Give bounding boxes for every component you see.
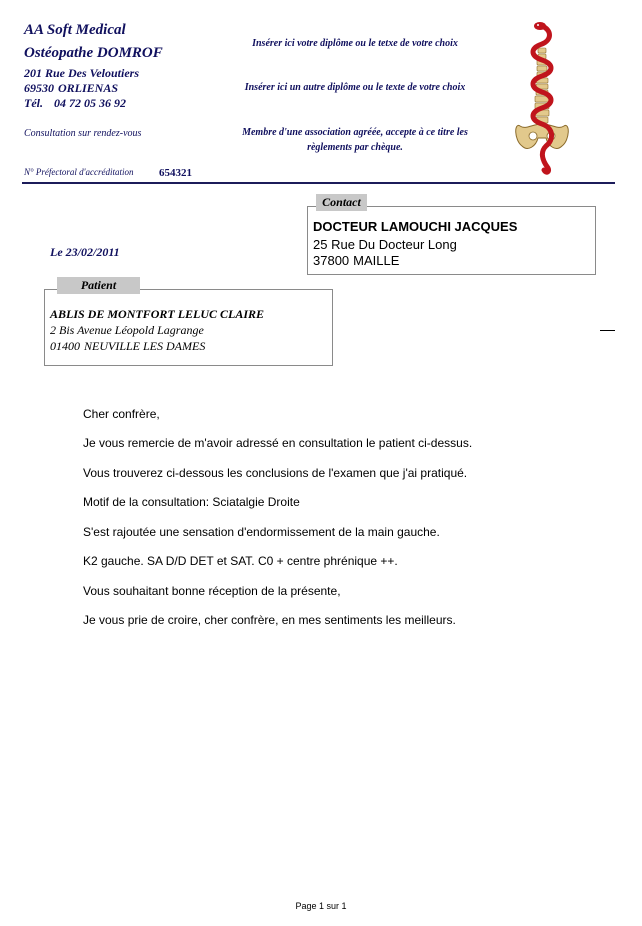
practice-zip: 69530 [24, 81, 54, 95]
diploma-text-3: Membre d'une association agréée, accepte à ce titre les règlements par chèque. [242, 127, 468, 153]
contact-city-line [313, 253, 399, 268]
letter-line: S'est rajoutée une sensation d'endormissement de la main gauche. [83, 525, 440, 539]
practice-street: 201 Rue Des Veloutiers [24, 66, 140, 80]
contact-street: 25 Rue Du Docteur Long [313, 237, 457, 252]
letter-line: K2 gauche. SA D/D DET et SAT. C0 + centre phrénique ++. [83, 554, 398, 568]
patient-city-line [50, 339, 205, 354]
letter-date: Le 23/02/2011 [50, 245, 120, 259]
practice-city-line [24, 81, 118, 96]
letter-line: Je vous prie de croire, cher confrère, en mes sentiments les meilleurs. [83, 613, 456, 627]
practice-name: AA Soft Medical [24, 22, 126, 38]
patient-city: NEUVILLE LES DAMES [84, 339, 206, 353]
contact-zip: 37800 [313, 253, 350, 268]
letter-line: Motif de la consultation: Sciatalgie Droite [83, 495, 300, 509]
letter-line: Vous souhaitant bonne réception de la présente, [83, 584, 341, 598]
contact-name: DOCTEUR LAMOUCHI JACQUES [313, 219, 518, 234]
header-divider [22, 182, 615, 184]
contact-tab: Contact [316, 194, 367, 211]
patient-name: ABLIS DE MONTFORT LELUC CLAIRE [50, 307, 265, 321]
practice-city: ORLIENAS [58, 81, 119, 95]
phone-label: Tél. [24, 96, 43, 110]
consultation-note: Consultation sur rendez-vous [24, 128, 142, 139]
phone-number: 04 72 05 36 92 [54, 96, 126, 110]
diploma-text-1: Insérer ici votre diplôme ou le tetxe de votre choix [252, 38, 458, 49]
patient-zip: 01400 [50, 339, 80, 353]
margin-mark [600, 330, 615, 331]
patient-street: 2 Bis Avenue Léopold Lagrange [50, 323, 204, 337]
letter-line: Je vous remercie de m'avoir adressé en consultation le patient ci-dessus. [83, 436, 473, 450]
practice-phone-line [24, 96, 126, 111]
diploma-text-2: Insérer ici un autre diplôme ou le texte de votre choix [244, 82, 466, 93]
patient-tab: Patient [57, 277, 140, 294]
letter-line: Vous trouverez ci-dessous les conclusions de l'examen que j'ai pratiqué. [83, 466, 468, 480]
contact-city: MAILLE [353, 253, 400, 268]
spine-caduceus-icon [512, 18, 572, 178]
prefectoral-value: 654321 [159, 167, 192, 179]
practice-title: Ostéopathe DOMROF [24, 45, 163, 61]
page-number: Page 1 sur 1 [295, 901, 347, 911]
prefectoral-label: N° Préfectoral d'accréditation [24, 167, 134, 177]
letter-line: Cher confrère, [83, 407, 160, 421]
